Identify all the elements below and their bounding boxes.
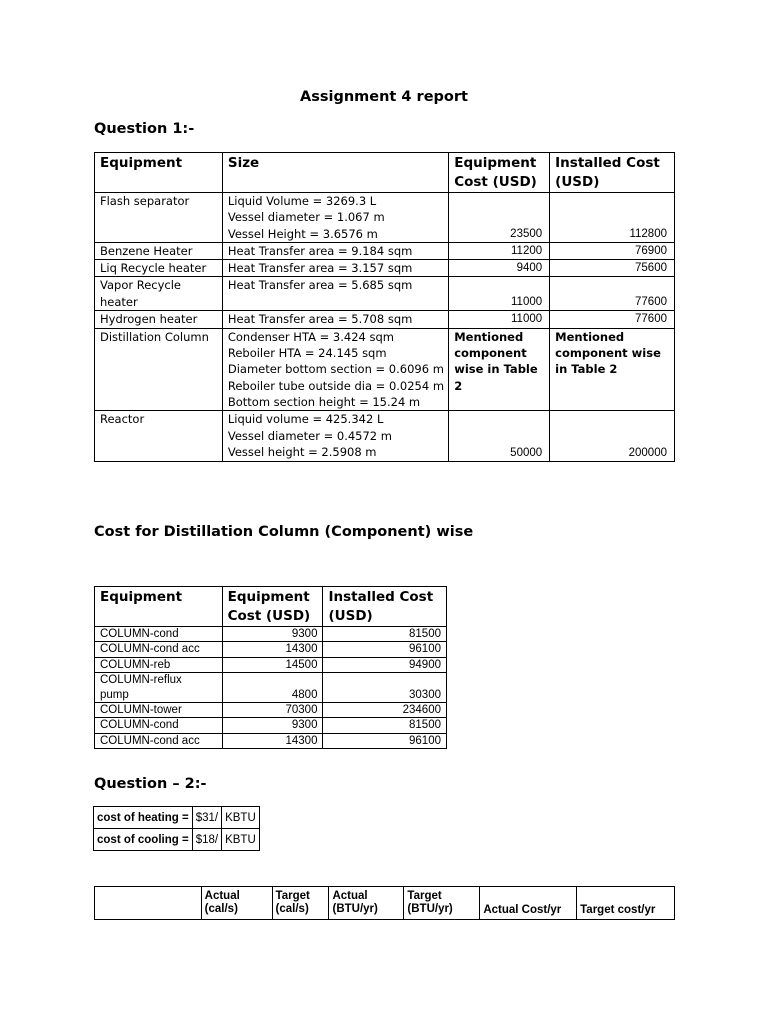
equipment-name: COLUMN-cond xyxy=(95,627,223,642)
size-line: Reboiler HTA = 24.145 sqm xyxy=(227,346,387,361)
header-installed-cost: Installed Cost (USD) xyxy=(323,587,447,627)
equipment-cost: 9300 xyxy=(222,627,323,642)
table-header-row xyxy=(95,887,675,920)
installed-cost: 77600 xyxy=(550,277,675,311)
table-row xyxy=(95,673,447,703)
header-equipment-cost: Equipment Cost (USD) xyxy=(449,153,550,193)
installed-cost: 200000 xyxy=(550,411,675,462)
header-equipment: Equipment xyxy=(95,153,223,193)
utility-unit: KBTU xyxy=(222,807,260,829)
size-line: Reboiler tube outside dia = 0.0254 m xyxy=(227,378,445,393)
size-line: Vessel diameter = 1.067 m xyxy=(227,210,385,225)
table-header-row xyxy=(95,153,675,193)
equipment-name: Benzene Heater xyxy=(95,242,223,259)
table-row xyxy=(95,642,447,657)
table-row xyxy=(95,703,447,718)
header-equipment-cost: Equipment Cost (USD) xyxy=(222,587,323,627)
installed-cost: 96100 xyxy=(323,642,447,657)
table-row xyxy=(95,657,447,672)
table-row xyxy=(95,411,675,462)
equipment-cost: 70300 xyxy=(222,703,323,718)
table-row xyxy=(95,277,675,311)
header-size: Size xyxy=(222,153,448,193)
header-target-btu: Target (BTU/yr) xyxy=(404,887,480,920)
installed-cost: 81500 xyxy=(323,718,447,733)
size-line: Bottom section height = 15.24 m xyxy=(227,394,421,409)
utility-price: $18/ xyxy=(192,829,221,851)
equipment-name: COLUMN-reflux pump xyxy=(95,673,223,703)
table-row xyxy=(95,733,447,748)
equipment-size xyxy=(222,193,448,243)
equipment-cost: 14300 xyxy=(222,642,323,657)
equipment-cost: 9400 xyxy=(449,260,550,277)
utility-cost-table xyxy=(93,806,260,851)
installed-cost: 81500 xyxy=(323,627,447,642)
installed-cost: 75600 xyxy=(550,260,675,277)
distillation-heading: Cost for Distillation Column (Component) wise xyxy=(94,524,474,540)
equipment-name: Reactor xyxy=(95,411,223,462)
report-title: Assignment 4 report xyxy=(300,89,468,105)
equipment-cost: 9300 xyxy=(222,718,323,733)
header-actual-btu: Actual (BTU/yr) xyxy=(329,887,404,920)
equipment-name: Liq Recycle heater xyxy=(95,260,223,277)
table-row xyxy=(95,193,675,243)
equipment-cost: 14300 xyxy=(222,733,323,748)
header-installed-cost: Installed Cost (USD) xyxy=(550,153,675,193)
equipment-cost: 14500 xyxy=(222,657,323,672)
header-blank xyxy=(95,887,202,920)
size-line: Vessel height = 2.5908 m xyxy=(227,444,377,459)
header-actual-cal: Actual (cal/s) xyxy=(201,887,272,920)
installed-cost: 77600 xyxy=(550,311,675,328)
equipment-name: Hydrogen heater xyxy=(95,311,223,328)
equipment-name: COLUMN-cond xyxy=(95,718,223,733)
energy-cost-table xyxy=(94,886,675,920)
distillation-cost-table xyxy=(94,586,447,749)
table-row xyxy=(95,311,675,328)
table-row xyxy=(94,807,260,829)
size-line: Diameter bottom section = 0.6096 m xyxy=(227,362,444,377)
equipment-name: COLUMN-reb xyxy=(95,657,223,672)
installed-cost-note: Mentioned component wise in Table 2 xyxy=(550,328,675,410)
equipment-name: Distillation Column xyxy=(95,328,223,410)
equipment-size: Heat Transfer area = 5.685 sqm xyxy=(222,277,448,311)
header-actual-cost: Actual Cost/yr xyxy=(480,887,577,920)
size-line: Vessel Height = 3.6576 m xyxy=(227,226,378,241)
equipment-cost-table xyxy=(94,152,675,462)
equipment-size: Heat Transfer area = 3.157 sqm xyxy=(222,260,448,277)
equipment-name: Flash separator xyxy=(95,193,223,243)
size-line: Vessel diameter = 0.4572 m xyxy=(227,428,392,443)
equipment-name: COLUMN-cond acc xyxy=(95,642,223,657)
equipment-size xyxy=(222,411,448,462)
equipment-cost: 50000 xyxy=(449,411,550,462)
size-line: Liquid volume = 425.342 L xyxy=(227,412,384,427)
utility-unit: KBTU xyxy=(222,829,260,851)
table-row xyxy=(95,627,447,642)
equipment-name: Vapor Recycle heater xyxy=(95,277,223,311)
header-target-cost: Target cost/yr xyxy=(577,887,675,920)
header-target-cal: Target (cal/s) xyxy=(272,887,329,920)
equipment-name: COLUMN-cond acc xyxy=(95,733,223,748)
equipment-cost-note: Mentioned component wise in Table 2 xyxy=(449,328,550,410)
equipment-cost: 11000 xyxy=(449,277,550,311)
question-2-heading: Question – 2:- xyxy=(94,776,207,792)
equipment-cost: 11200 xyxy=(449,242,550,259)
table-row xyxy=(95,242,675,259)
table-row xyxy=(95,328,675,410)
table-header-row xyxy=(95,587,447,627)
equipment-size: Heat Transfer area = 5.708 sqm xyxy=(222,311,448,328)
question-1-heading: Question 1:- xyxy=(94,121,195,137)
installed-cost: 30300 xyxy=(323,673,447,703)
installed-cost: 94900 xyxy=(323,657,447,672)
header-equipment: Equipment xyxy=(95,587,223,627)
equipment-size: Heat Transfer area = 9.184 sqm xyxy=(222,242,448,259)
size-line: Liquid Volume = 3269.3 L xyxy=(227,194,377,208)
equipment-size xyxy=(222,328,448,410)
equipment-name: COLUMN-tower xyxy=(95,703,223,718)
equipment-cost: 11000 xyxy=(449,311,550,328)
utility-label: cost of heating = xyxy=(94,807,193,829)
table-row xyxy=(95,260,675,277)
table-row xyxy=(94,829,260,851)
installed-cost: 76900 xyxy=(550,242,675,259)
installed-cost: 96100 xyxy=(323,733,447,748)
installed-cost: 234600 xyxy=(323,703,447,718)
installed-cost: 112800 xyxy=(550,193,675,243)
equipment-cost: 23500 xyxy=(449,193,550,243)
size-line: Condenser HTA = 3.424 sqm xyxy=(227,329,394,344)
equipment-cost: 4800 xyxy=(222,673,323,703)
table-row xyxy=(95,718,447,733)
utility-label: cost of cooling = xyxy=(94,829,193,851)
utility-price: $31/ xyxy=(192,807,221,829)
